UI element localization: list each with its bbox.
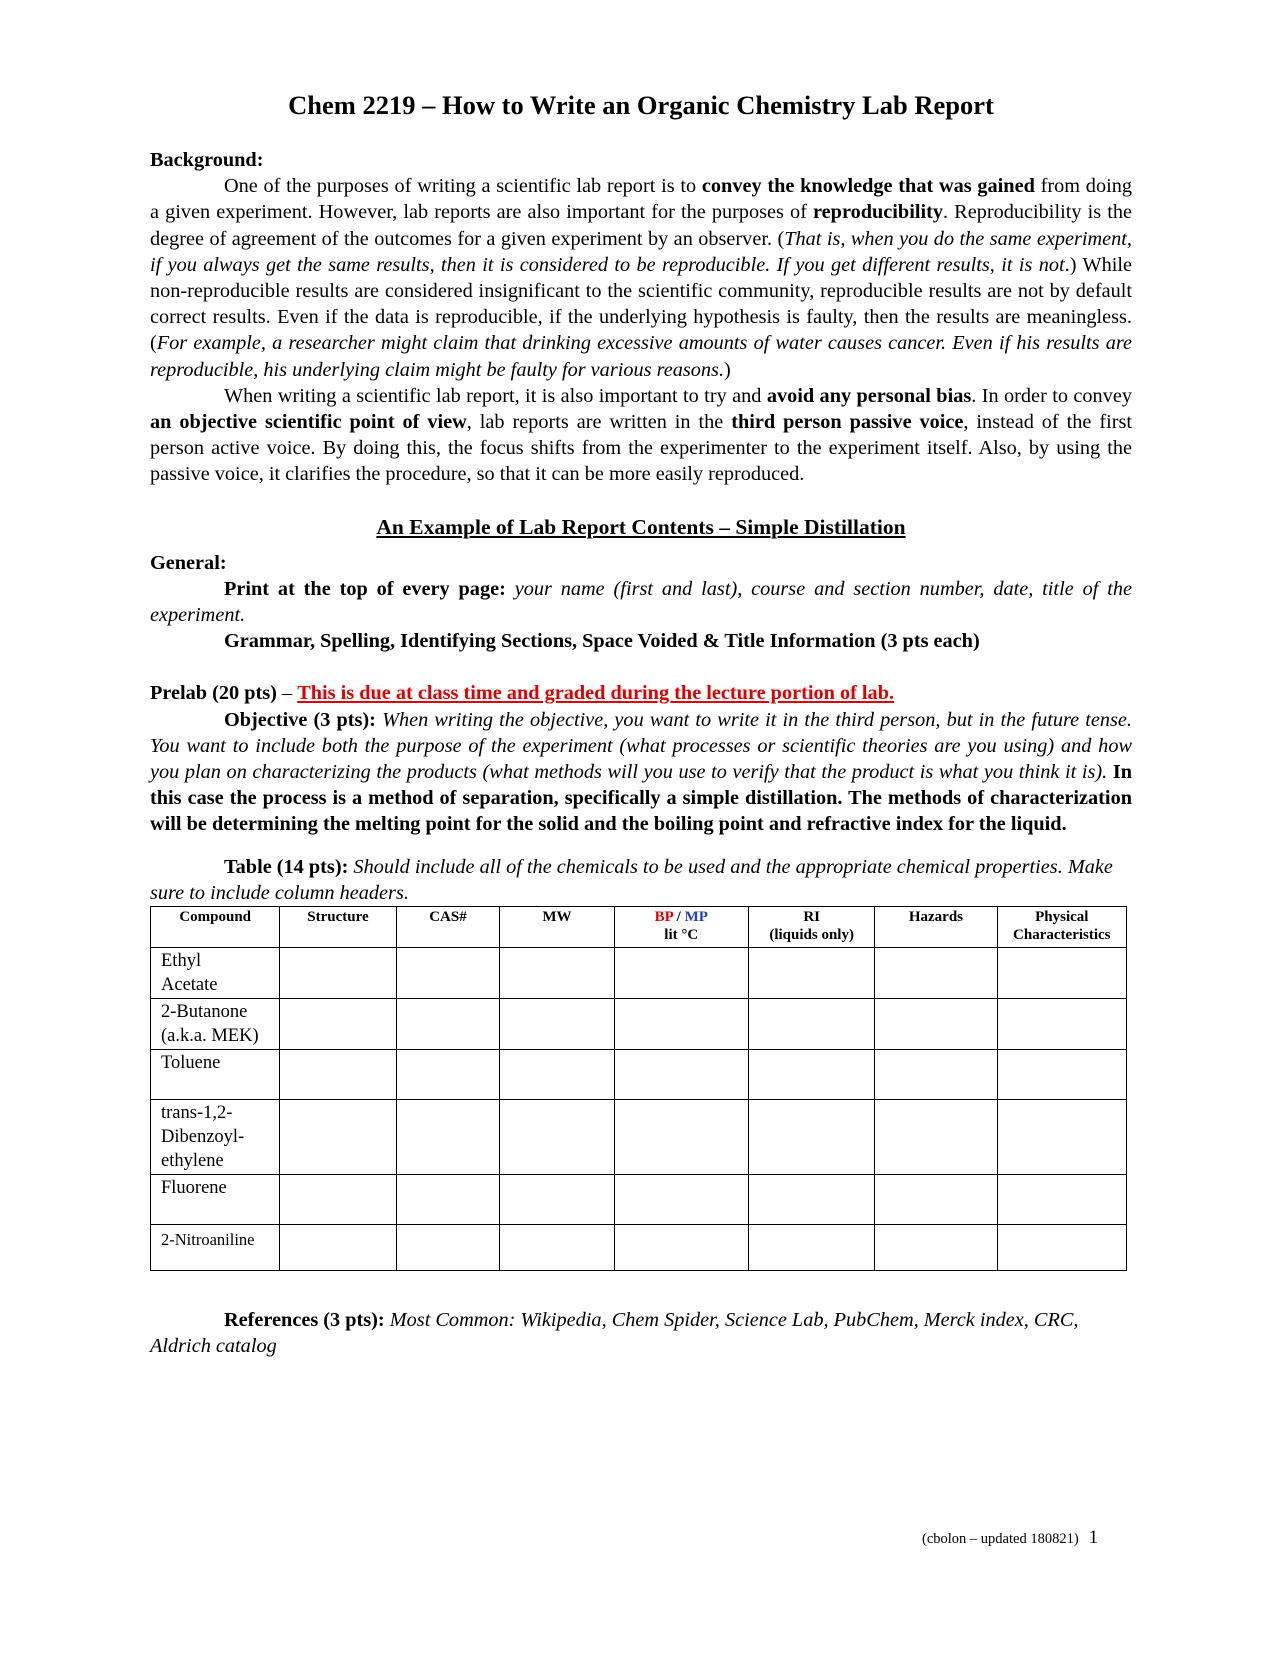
empty-cell — [748, 948, 874, 999]
header-mp: MP — [684, 909, 708, 926]
text-run: . Reproducibility is the degree of agreement of the outcomes for a given experiment by an observer. ( — [150, 201, 1132, 250]
empty-cell — [875, 1100, 997, 1175]
header-structure: Structure — [280, 907, 396, 948]
empty-cell — [748, 1050, 874, 1100]
italic-text: Most Common: Wikipedia, Chem Spider, Science Lab, PubChem, Merck index, CRC, Aldrich catalog — [150, 1309, 1079, 1358]
empty-cell — [500, 1100, 614, 1175]
empty-cell — [396, 1225, 500, 1271]
empty-cell — [500, 948, 614, 999]
italic-text: For example, a researcher might claim that drinking excessive amounts of water causes cancer. Even if his results are reproducible, his underlying claim might be faulty for various reasons. — [150, 332, 1132, 381]
table-row — [151, 1100, 1127, 1175]
header-compound: Compound — [151, 907, 280, 948]
table-row — [151, 1175, 1127, 1225]
spacer — [150, 838, 1132, 854]
header-ri-note: (liquids only) — [769, 927, 854, 944]
header-ri-label: RI — [803, 909, 820, 926]
header-characteristics: Characteristics — [1013, 927, 1111, 944]
compound-cell: trans-1,2- Dibenzoyl- ethylene — [151, 1100, 280, 1175]
page-number: 1 — [1088, 1527, 1099, 1548]
text-run: ) — [724, 358, 731, 381]
empty-cell — [280, 1050, 396, 1100]
empty-cell — [875, 999, 997, 1050]
empty-cell — [997, 1225, 1126, 1271]
empty-cell — [396, 1050, 500, 1100]
text-run: .) While non-reproducible results are considered insignificant to the scientific community, reproducible results are not by default correct results. Even if the data is reproducible, if the underlying hypothesis is faulty, then the results are meaningless. ( — [150, 253, 1132, 355]
footer-note: (cbolon – updated 180821) — [922, 1531, 1079, 1547]
text-run: from doing a given experiment. However, lab reports are also important for the purposes of — [150, 175, 1132, 224]
background-heading: Background: — [150, 149, 264, 171]
empty-cell — [997, 1175, 1126, 1225]
background-paragraph-1 — [150, 173, 1132, 383]
header-physical-label: Physical — [1035, 909, 1089, 926]
compound-cell: 2-Nitroaniline — [151, 1225, 280, 1271]
table-body — [151, 948, 1127, 1271]
spacer — [150, 1271, 1132, 1307]
prelab-line — [150, 680, 1132, 706]
prelab-heading: Prelab (20 pts) — [150, 682, 277, 705]
italic-text: your name (first and last), course and section number, date, title of the experiment. — [150, 577, 1132, 627]
general-print-line — [150, 576, 1132, 628]
empty-cell — [280, 1100, 396, 1175]
empty-cell — [875, 1175, 997, 1225]
empty-cell — [614, 999, 748, 1050]
spacer — [150, 654, 1132, 680]
bold-text: Objective (3 pts): — [224, 708, 376, 731]
table-row — [151, 1225, 1127, 1271]
empty-cell — [748, 1225, 874, 1271]
italic-text: That is, when you do the same experiment, if you always get the same results, then it is considered to be reproducible. If you get different results, it is not — [150, 227, 1132, 276]
empty-cell — [500, 1050, 614, 1100]
prelab-due-note: This is due at class time and graded during the lecture portion of lab. — [297, 682, 895, 705]
header-ri — [748, 907, 874, 948]
empty-cell — [748, 1100, 874, 1175]
italic-text: When writing the objective, you want to write it in the third person, but in the future tense. You want to include both the purpose of the experiment (what processes or scientific theories are you using) and how you plan on characterizing the products (what methods will you use to verify that the product is what you think it is). — [150, 708, 1132, 784]
header-bp-mp — [614, 907, 748, 948]
empty-cell — [614, 1175, 748, 1225]
text-run: , instead of the first person active voice. By doing this, the focus shifts from the experimenter to the experiment itself. Also, by using the passive voice, it clarifies the procedure, so that it can be more easily reproduced. — [150, 411, 1132, 486]
bold-text: References (3 pts): — [224, 1309, 385, 1332]
header-mw: MW — [500, 907, 614, 948]
empty-cell — [396, 948, 500, 999]
text-run: . In order to convey — [971, 384, 1132, 407]
empty-cell — [997, 1050, 1126, 1100]
compound-cell: Toluene — [151, 1050, 280, 1100]
empty-cell — [614, 1225, 748, 1271]
italic-text: Should include all of the chemicals to be used and the appropriate chemical properties. Make sure to include column headers. — [150, 855, 1113, 904]
empty-cell — [875, 948, 997, 999]
compound-cell: Fluorene — [151, 1175, 280, 1225]
table-intro — [150, 854, 1132, 906]
bold-text: avoid any personal bias — [766, 384, 972, 407]
bold-text: Print at the top of every page: — [224, 577, 506, 600]
empty-cell — [748, 999, 874, 1050]
objective-paragraph — [150, 707, 1132, 838]
document-page — [150, 90, 1132, 1359]
empty-cell — [614, 948, 748, 999]
page-title: Chem 2219 – How to Write an Organic Chemistry Lab Report — [288, 90, 994, 120]
empty-cell — [875, 1050, 997, 1100]
bold-text: third person passive voice — [731, 411, 964, 434]
prelab-dash: – — [276, 682, 298, 705]
page-footer — [922, 1527, 1098, 1549]
bold-text: Table (14 pts): — [224, 855, 349, 878]
empty-cell — [748, 1175, 874, 1225]
compound-cell: 2-Butanone (a.k.a. MEK) — [151, 999, 280, 1050]
background-paragraph-2 — [150, 383, 1132, 488]
header-slash: / — [672, 909, 685, 926]
text-run: When writing a scientific lab report, it is also important to try and — [224, 384, 767, 407]
bold-text: an objective scientific point of view — [150, 411, 467, 434]
compound-cell: Ethyl Acetate — [151, 948, 280, 999]
bold-text: reproducibility — [813, 201, 944, 224]
empty-cell — [875, 1225, 997, 1271]
empty-cell — [614, 1050, 748, 1100]
empty-cell — [997, 1100, 1126, 1175]
empty-cell — [500, 999, 614, 1050]
empty-cell — [396, 999, 500, 1050]
empty-cell — [396, 1100, 500, 1175]
empty-cell — [280, 1225, 396, 1271]
header-lit: lit °C — [664, 927, 699, 944]
header-hazards: Hazards — [875, 907, 997, 948]
empty-cell — [280, 1175, 396, 1225]
table-row — [151, 948, 1127, 999]
header-bp: BP — [654, 909, 673, 926]
general-grammar-line: Grammar, Spelling, Identifying Sections, Space Voided & Title Information (3 pts each) — [224, 630, 980, 653]
empty-cell — [500, 1175, 614, 1225]
empty-cell — [997, 999, 1126, 1050]
table-row — [151, 999, 1127, 1050]
bold-text: In this case the process is a method of separation, specifically a simple distillation. The methods of characterization will be determining the melting point for the solid and the boiling point and refractive index for the liquid. — [150, 761, 1132, 836]
references-paragraph — [150, 1307, 1132, 1359]
table-header-row — [151, 907, 1127, 948]
general-heading: General: — [150, 551, 227, 574]
example-section-title: An Example of Lab Report Contents – Simple Distillation — [376, 514, 906, 539]
text-run: , lab reports are written in the — [466, 411, 732, 434]
text-run — [506, 578, 515, 600]
empty-cell — [500, 1225, 614, 1271]
table-row — [151, 1050, 1127, 1100]
header-cas: CAS# — [396, 907, 500, 948]
text-run: One of the purposes of writing a scientific lab report is to — [224, 175, 702, 198]
empty-cell — [280, 948, 396, 999]
chemical-properties-table — [150, 906, 1127, 1271]
empty-cell — [280, 999, 396, 1050]
empty-cell — [997, 948, 1126, 999]
bold-text: convey the knowledge that was gained — [701, 175, 1035, 198]
header-physical — [997, 907, 1126, 948]
empty-cell — [614, 1100, 748, 1175]
empty-cell — [396, 1175, 500, 1225]
